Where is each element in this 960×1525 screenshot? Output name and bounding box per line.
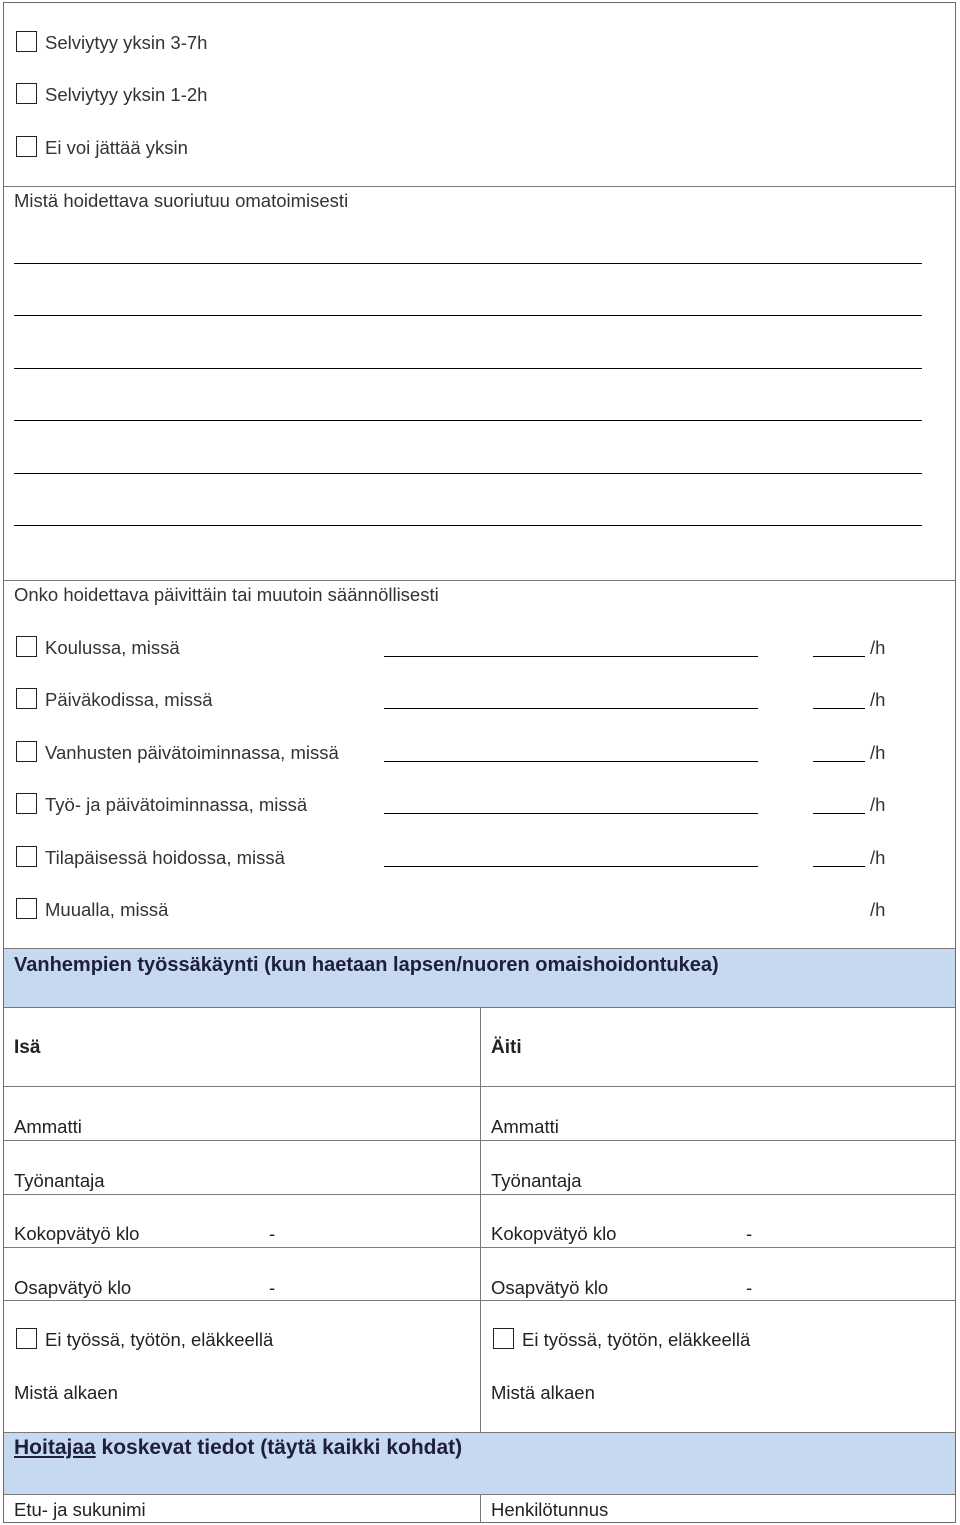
care-place-field[interactable] (384, 708, 758, 709)
father-parttime-label: Osapvätyö klo (14, 1277, 132, 1298)
self-care-line[interactable] (14, 263, 922, 264)
mother-fulltime-dash: - (746, 1223, 753, 1244)
hours-unit: /h (870, 899, 886, 920)
hours-unit: /h (870, 637, 886, 658)
row-divider (4, 1300, 955, 1301)
father-not-working-checkbox[interactable] (16, 1328, 37, 1349)
self-care-line[interactable] (14, 473, 922, 474)
father-employer-label: Työnantaja (14, 1170, 105, 1191)
caregiver-title-underlined: Hoitajaa (14, 1436, 96, 1459)
option-checkbox[interactable] (16, 83, 37, 104)
father-fulltime-dash: - (269, 1223, 276, 1244)
care-place-field[interactable] (384, 761, 758, 762)
care-place-checkbox[interactable] (16, 898, 37, 919)
care-place-checkbox[interactable] (16, 793, 37, 814)
hours-unit: /h (870, 794, 886, 815)
care-place-label: Päiväkodissa, missä (45, 689, 213, 710)
mother-parttime-label: Osapvätyö klo (491, 1277, 609, 1298)
caregiver-title-rest: koskevat tiedot (täytä kaikki kohdat) (95, 1436, 463, 1459)
option-label: Selviytyy yksin 1-2h (45, 84, 208, 105)
care-place-label: Koulussa, missä (45, 637, 180, 658)
option-checkbox[interactable] (16, 31, 37, 52)
hours-field[interactable] (813, 656, 865, 657)
column-divider (480, 1007, 481, 1432)
father-occupation-label: Ammatti (14, 1116, 82, 1137)
mother-fulltime-label: Kokopvätyö klo (491, 1223, 617, 1244)
column-divider (480, 1494, 481, 1523)
option-label: Ei voi jättää yksin (45, 137, 188, 158)
self-care-line[interactable] (14, 420, 922, 421)
hours-unit: /h (870, 742, 886, 763)
care-place-field[interactable] (384, 866, 758, 867)
mother-since-label: Mistä alkaen (491, 1382, 595, 1403)
hours-field[interactable] (813, 866, 865, 867)
row-divider (4, 1086, 955, 1087)
mother-occupation-label: Ammatti (491, 1116, 559, 1137)
form-page (3, 2, 956, 1523)
father-parttime-dash: - (269, 1277, 276, 1298)
self-care-label: Mistä hoidettava suoriutuu omatoimisesti (14, 190, 349, 211)
hours-field[interactable] (813, 708, 865, 709)
self-care-line[interactable] (14, 525, 922, 526)
parents-title: Vanhempien työssäkäynti (kun haetaan lapsen/nuoren omaishoidontukea) (14, 954, 719, 976)
father-since-label: Mistä alkaen (14, 1382, 118, 1403)
row-divider (4, 1194, 955, 1195)
mother-not-working-label: Ei työssä, työtön, eläkkeellä (522, 1329, 751, 1350)
mother-parttime-dash: - (746, 1277, 753, 1298)
caregiver-title (14, 1437, 462, 1459)
section-divider (4, 186, 955, 187)
hours-field[interactable] (813, 813, 865, 814)
care-place-label: Tilapäisessä hoidossa, missä (45, 847, 285, 868)
caregiver-id-label: Henkilötunnus (491, 1499, 609, 1520)
option-label: Selviytyy yksin 3-7h (45, 32, 208, 53)
hours-unit: /h (870, 689, 886, 710)
care-place-label: Työ- ja päivätoiminnassa, missä (45, 794, 308, 815)
father-fulltime-label: Kokopvätyö klo (14, 1223, 140, 1244)
self-care-line[interactable] (14, 315, 922, 316)
care-place-label: Muualla, missä (45, 899, 169, 920)
mother-not-working-checkbox[interactable] (493, 1328, 514, 1349)
father-not-working-label: Ei työssä, työtön, eläkkeellä (45, 1329, 274, 1350)
row-divider (4, 1140, 955, 1141)
option-checkbox[interactable] (16, 136, 37, 157)
hours-field[interactable] (813, 761, 865, 762)
row-divider (4, 1247, 955, 1248)
father-heading: Isä (14, 1037, 41, 1058)
care-place-checkbox[interactable] (16, 636, 37, 657)
section-divider (4, 1432, 955, 1433)
care-place-checkbox[interactable] (16, 741, 37, 762)
regular-care-title: Onko hoidettava päivittäin tai muutoin säännöllisesti (14, 584, 439, 605)
care-place-field[interactable] (384, 656, 758, 657)
care-place-field[interactable] (384, 813, 758, 814)
hours-unit: /h (870, 847, 886, 868)
section-divider (4, 580, 955, 581)
care-place-label: Vanhusten päivätoiminnassa, missä (45, 742, 339, 763)
caregiver-name-label: Etu- ja sukunimi (14, 1499, 146, 1520)
self-care-line[interactable] (14, 368, 922, 369)
care-place-checkbox[interactable] (16, 846, 37, 867)
care-place-checkbox[interactable] (16, 688, 37, 709)
section-divider (4, 948, 955, 949)
mother-heading: Äiti (491, 1037, 522, 1058)
mother-employer-label: Työnantaja (491, 1170, 582, 1191)
